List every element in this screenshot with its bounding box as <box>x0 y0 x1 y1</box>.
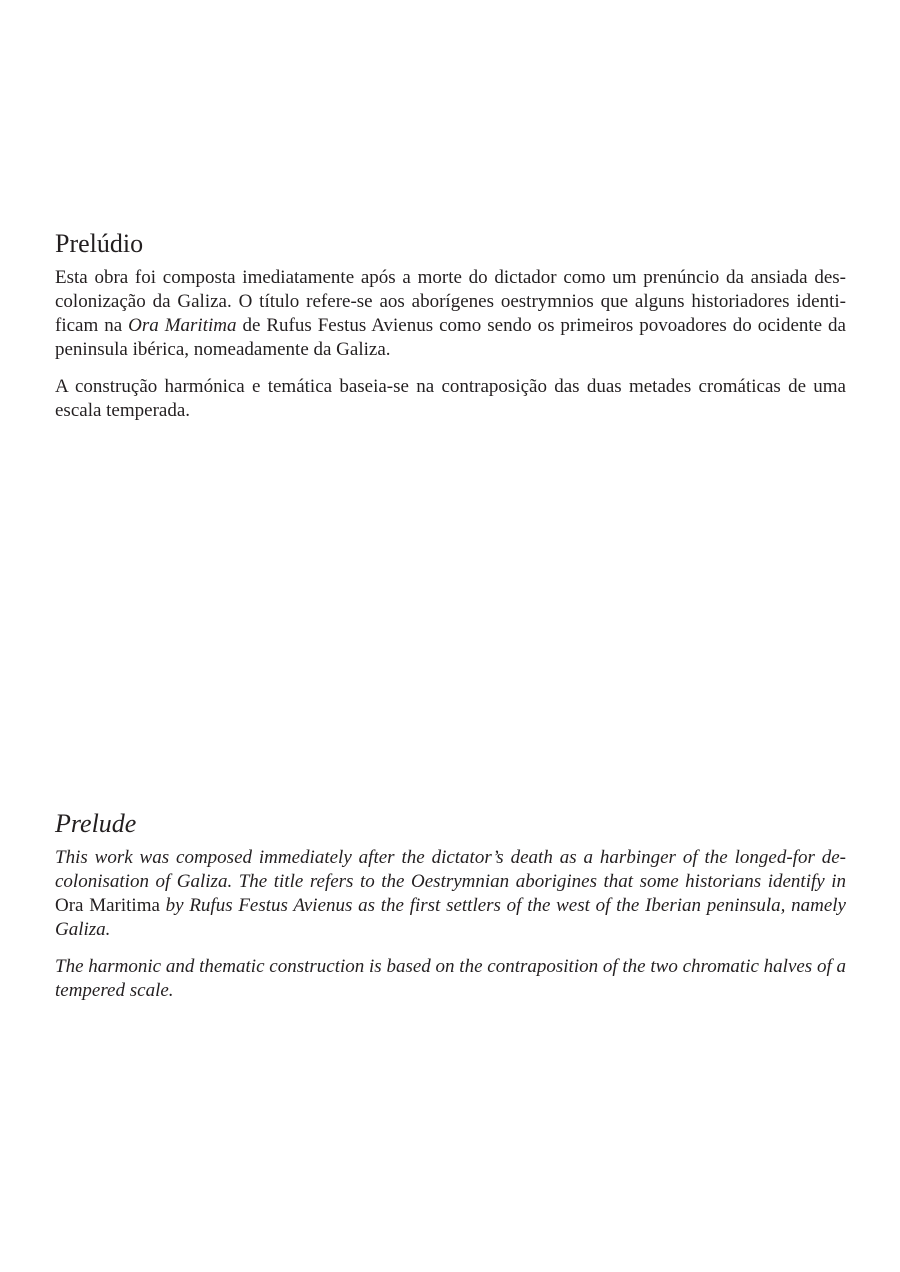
portuguese-paragraph-1-text-b: de Rufus Festus Avienus como sendo os primeiros povoadores do ocidente da peninsula ibérica, nomeadamente da Galiza. <box>55 315 846 360</box>
english-section <box>55 808 846 1016</box>
portuguese-heading: Prelúdio <box>55 229 144 258</box>
english-paragraph-1-text-b: by Rufus Festus Avienus as the first settlers of the west of the Iberian peninsula, namely Galiza. <box>55 895 846 940</box>
portuguese-paragraph-2: A construção harmónica e temática baseia-se na contraposição das duas metades cromáticas de uma escala temperada. <box>55 376 846 421</box>
english-paragraph-1-text-a: This work was composed immediately after the dictator’s death as a harbinger of the longed-for decolonisation of Galiza. The title refers to the Oestrymnian aborigines that some historians identify in <box>55 847 846 892</box>
english-heading: Prelude <box>55 809 137 838</box>
portuguese-section <box>55 228 846 436</box>
portuguese-title-reference: Ora Maritima <box>128 315 237 336</box>
english-paragraph-1 <box>55 846 846 942</box>
english-title-reference: Ora Maritima <box>55 895 160 916</box>
portuguese-paragraph-1 <box>55 266 846 362</box>
portuguese-paragraph-1-text-a: Esta obra foi composta imediatamente após a morte do dictador como um prenúncio da ansiada descolonização da Galiza. O título refere-se aos aborígenes oestrymnios que alguns historiadores identificam na <box>55 267 846 336</box>
english-paragraph-2: The harmonic and thematic construction is based on the contraposition of the two chromatic halves of a tempered scale. <box>55 956 846 1001</box>
